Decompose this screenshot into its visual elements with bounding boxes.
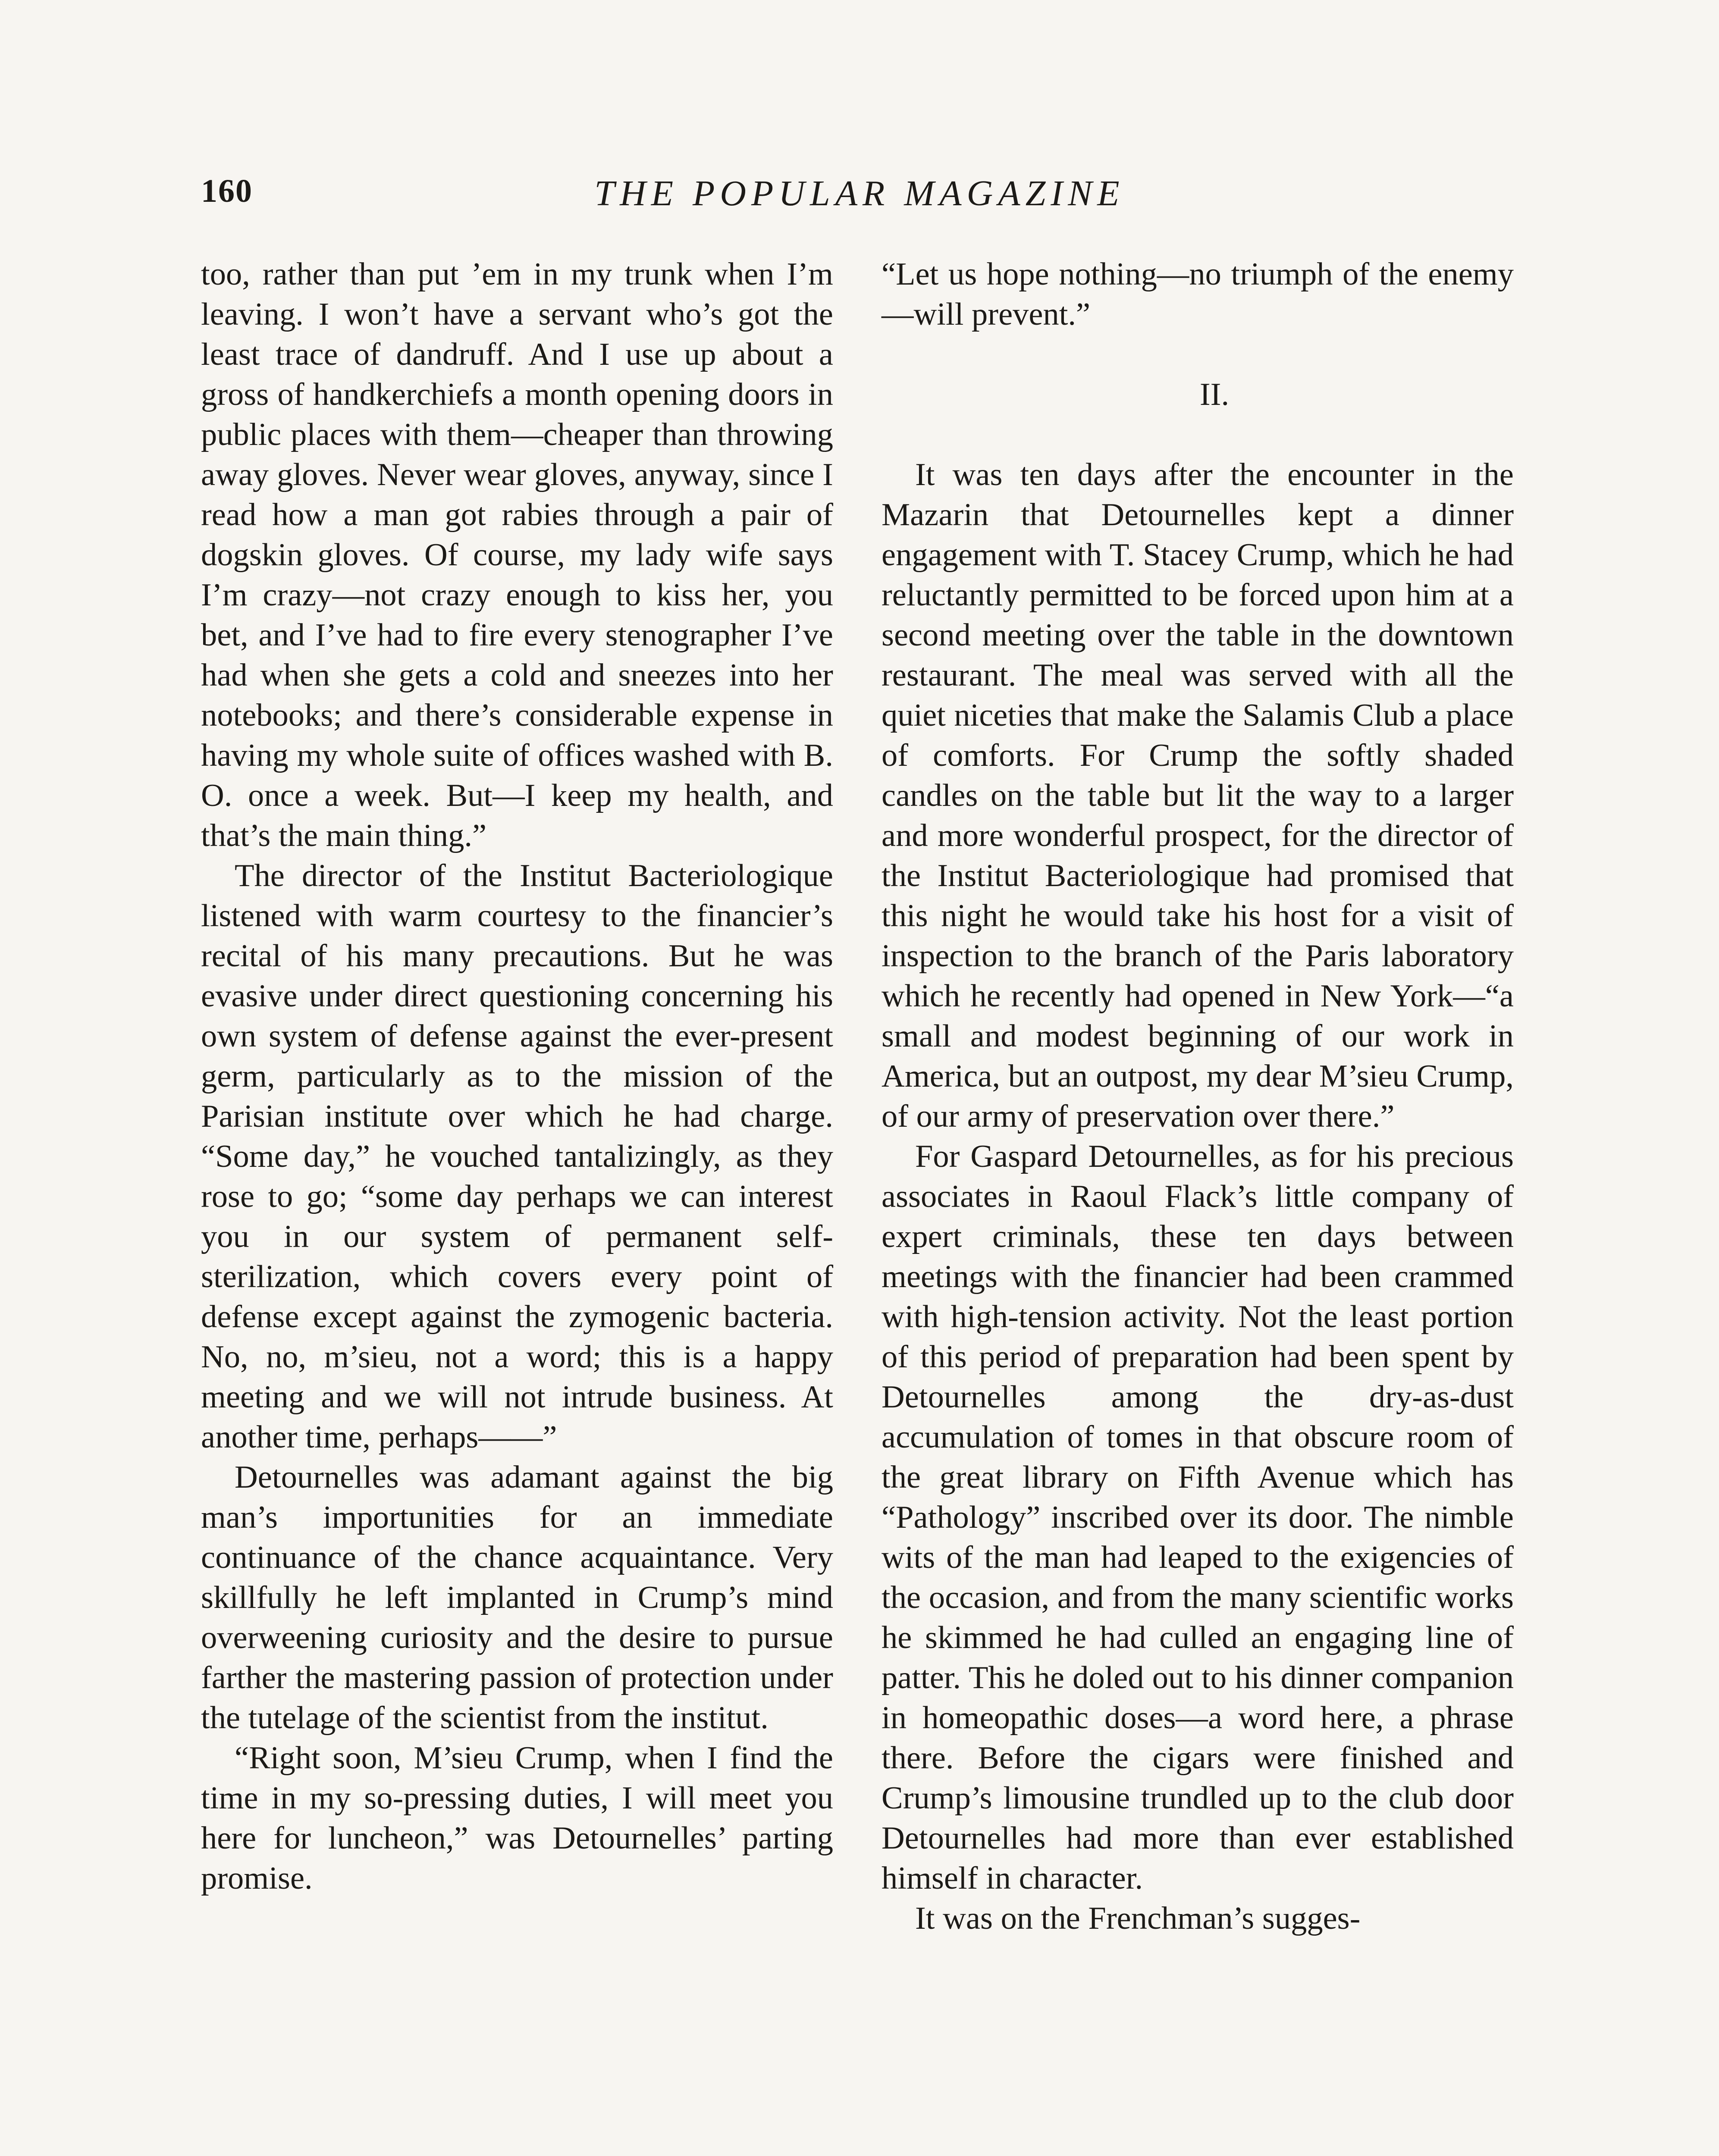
right-column <box>881 254 1514 1939</box>
paragraph: The director of the Institut Bacteriologique listened with warm courtesy to the financier’s recital of his many precautions. But he was evasive under direct questioning concerning his own system of defense against the ever-present germ, particularly as to the mission of the Parisian institute over which he had charge. “Some day,” he vouched tantalizingly, as they rose to go; “some day perhaps we can interest you in our system of permanent self-sterilization, which covers every point of defense except against the zymogenic bacteria. No, no, m’sieu, not a word; this is a happy meeting and we will not intrude business. At another time, perhaps——” <box>201 858 833 1455</box>
magazine-title: THE POPULAR MAGAZINE <box>594 173 1125 213</box>
paragraph: For Gaspard Detournelles, as for his precious associates in Raoul Flack’s little company of expert criminals, these ten days between meetings with the financier had been crammed with high-tension activity. Not the least portion of this period of preparation had been spent by Detournelles among the dry-as-dust accumulation of tomes in that obscure room of the great library on Fifth Avenue which has “Pathology” inscribed over its door. The nimble wits of the man had leaped to the exigencies of the occasion, and from the many scientific works he skimmed he had culled an engaging line of patter. This he doled out to his dinner companion in homeopathic doses—a word here, a phrase there. Before the cigars were finished and Crump’s limousine trundled up to the club door Detournelles had more than ever established himself in character. <box>881 1139 1514 1896</box>
page-number: 160 <box>201 173 253 209</box>
paragraph: It was on the Frenchman’s sugges- <box>915 1901 1361 1936</box>
paragraph: It was ten days after the encounter in the Mazarin that Detournelles kept a dinner engagement with T. Stacey Crump, which he had reluctantly permitted to be forced upon him at a second meeting over the table in the downtown restaurant. The meal was served with all the quiet niceties that make the Salamis Club a place of comforts. For Crump the softly shaded candles on the table but lit the way to a larger and more wonderful prospect, for the director of the Institut Bacteriologique had promised that this night he would take his host for a visit of inspection to the branch of the Paris laboratory which he recently had opened in New York—“a small and modest beginning of our work in America, but an outpost, my dear M’sieu Crump, of our army of preservation over there.” <box>881 457 1514 1134</box>
page-header <box>201 172 1518 224</box>
paragraph: Detournelles was adamant against the big man’s importunities for an immediate continuance of the chance acquaintance. Very skillfully he left implanted in Crump’s mind overweening curiosity and the desire to pursue farther the mastering passion of protection under the tutelage of the scientist from the institut. <box>201 1460 833 1736</box>
section-heading: II. <box>1199 377 1230 412</box>
paragraph: “Right soon, M’sieu Crump, when I find the time in my so-pressing duties, I will meet you here for luncheon,” was Detournelles’ parting promise. <box>201 1740 833 1896</box>
paragraph: too, rather than put ’em in my trunk when I’m leaving. I won’t have a servant who’s got the least trace of dandruff. And I use up about a gross of handkerchiefs a month opening doors in public places with them—cheaper than throwing away gloves. Never wear gloves, anyway, since I read how a man got rabies through a pair of dogskin gloves. Of course, my lady wife says I’m crazy—not crazy enough to kiss her, you bet, and I’ve had to fire every stenographer I’ve had when she gets a cold and sneezes into her notebooks; and there’s considerable expense in having my whole suite of offices washed with B. O. once a week. But—I keep my health, and that’s the main thing.” <box>201 257 833 853</box>
paragraph: “Let us hope nothing—no triumph of the enemy—will prevent.” <box>881 257 1514 332</box>
left-column <box>201 254 833 1899</box>
